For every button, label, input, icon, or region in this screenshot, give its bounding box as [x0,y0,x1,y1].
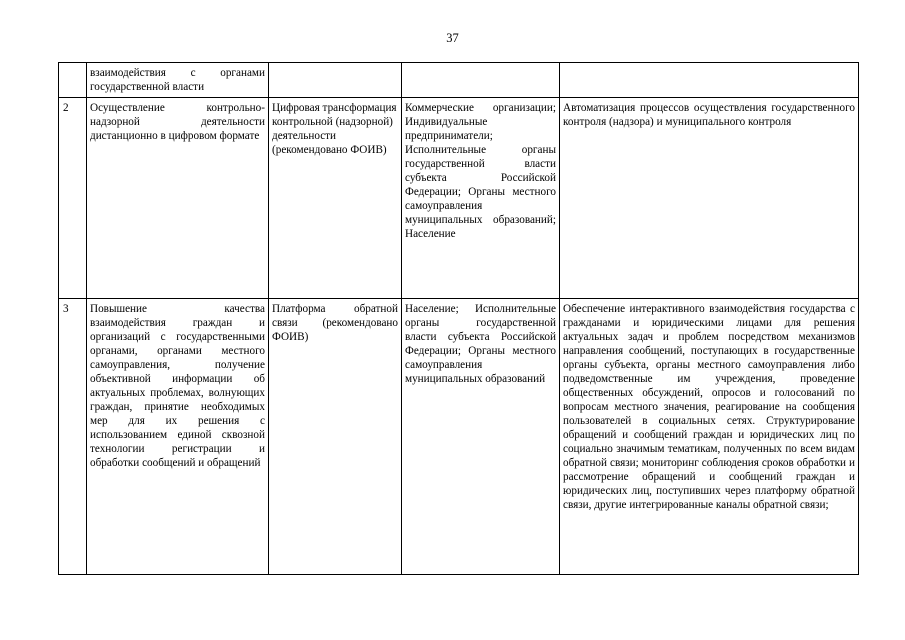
table-row [59,63,859,98]
row-number-cell: 3 [59,299,87,575]
measure-name-cell: взаимодействия с органами государственной власти [87,63,269,98]
result-cell: Обеспечение интерактивного взаимодействия государства с гражданами и юридическими лицами для решения актуальных задач и проблем посредством механизмов направления сообщений, поступающих в государственные органы субъекта, органы местного самоуправления либо подведомственные им учреждения, проведение общественных обсуждений, опросов и голосований по вопросам местного значения, реагирование на сообщения пользователей в социальных сетях. Структурирование обращений и сообщений граждан и юридических лиц по социально значимым тематикам, полученных по всем видам обратной связи; мониторинг соблюдения сроков обработки и рассмотрение обращений и сообщений граждан и юридических лиц, поступивших через платформу обратной связи, другие интегрированные каналы обратной связи; [560,299,859,575]
service-cell: Цифровая трансформация контрольной (надзорной) деятельности (рекомендовано ФОИВ) [269,98,402,299]
result-cell [560,63,859,98]
row-number-cell [59,63,87,98]
table-row [59,299,859,575]
participants-cell: Коммерческие организации; Индивидуальные предприниматели; Исполнительные органы государственной власти субъекта Российской Федерации; Органы местного самоуправления муниципальных образований; Население [402,98,560,299]
measure-name-cell: Повышение качества взаимодействия граждан и организаций с государственными органами, органами местного самоуправления, получение объективной информации об актуальных проблемах, волнующих граждан, принятие необходимых мер для их решения с использованием единой сквозной технологии регистрации и обработки сообщений и обращений [87,299,269,575]
row-number-cell: 2 [59,98,87,299]
measure-name-cell: Осуществление контрольно-надзорной деятельности дистанционно в цифровом формате [87,98,269,299]
service-cell: Платформа обратной связи (рекомендовано ФОИВ) [269,299,402,575]
result-cell: Автоматизация процессов осуществления государственного контроля (надзора) и муниципального контроля [560,98,859,299]
measures-table [58,62,859,575]
table-row [59,98,859,299]
participants-cell: Население; Исполнительные органы государственной власти субъекта Российской Федерации; Органы местного самоуправления муниципальных образований [402,299,560,575]
participants-cell [402,63,560,98]
service-cell [269,63,402,98]
page-number: 37 [446,31,459,45]
